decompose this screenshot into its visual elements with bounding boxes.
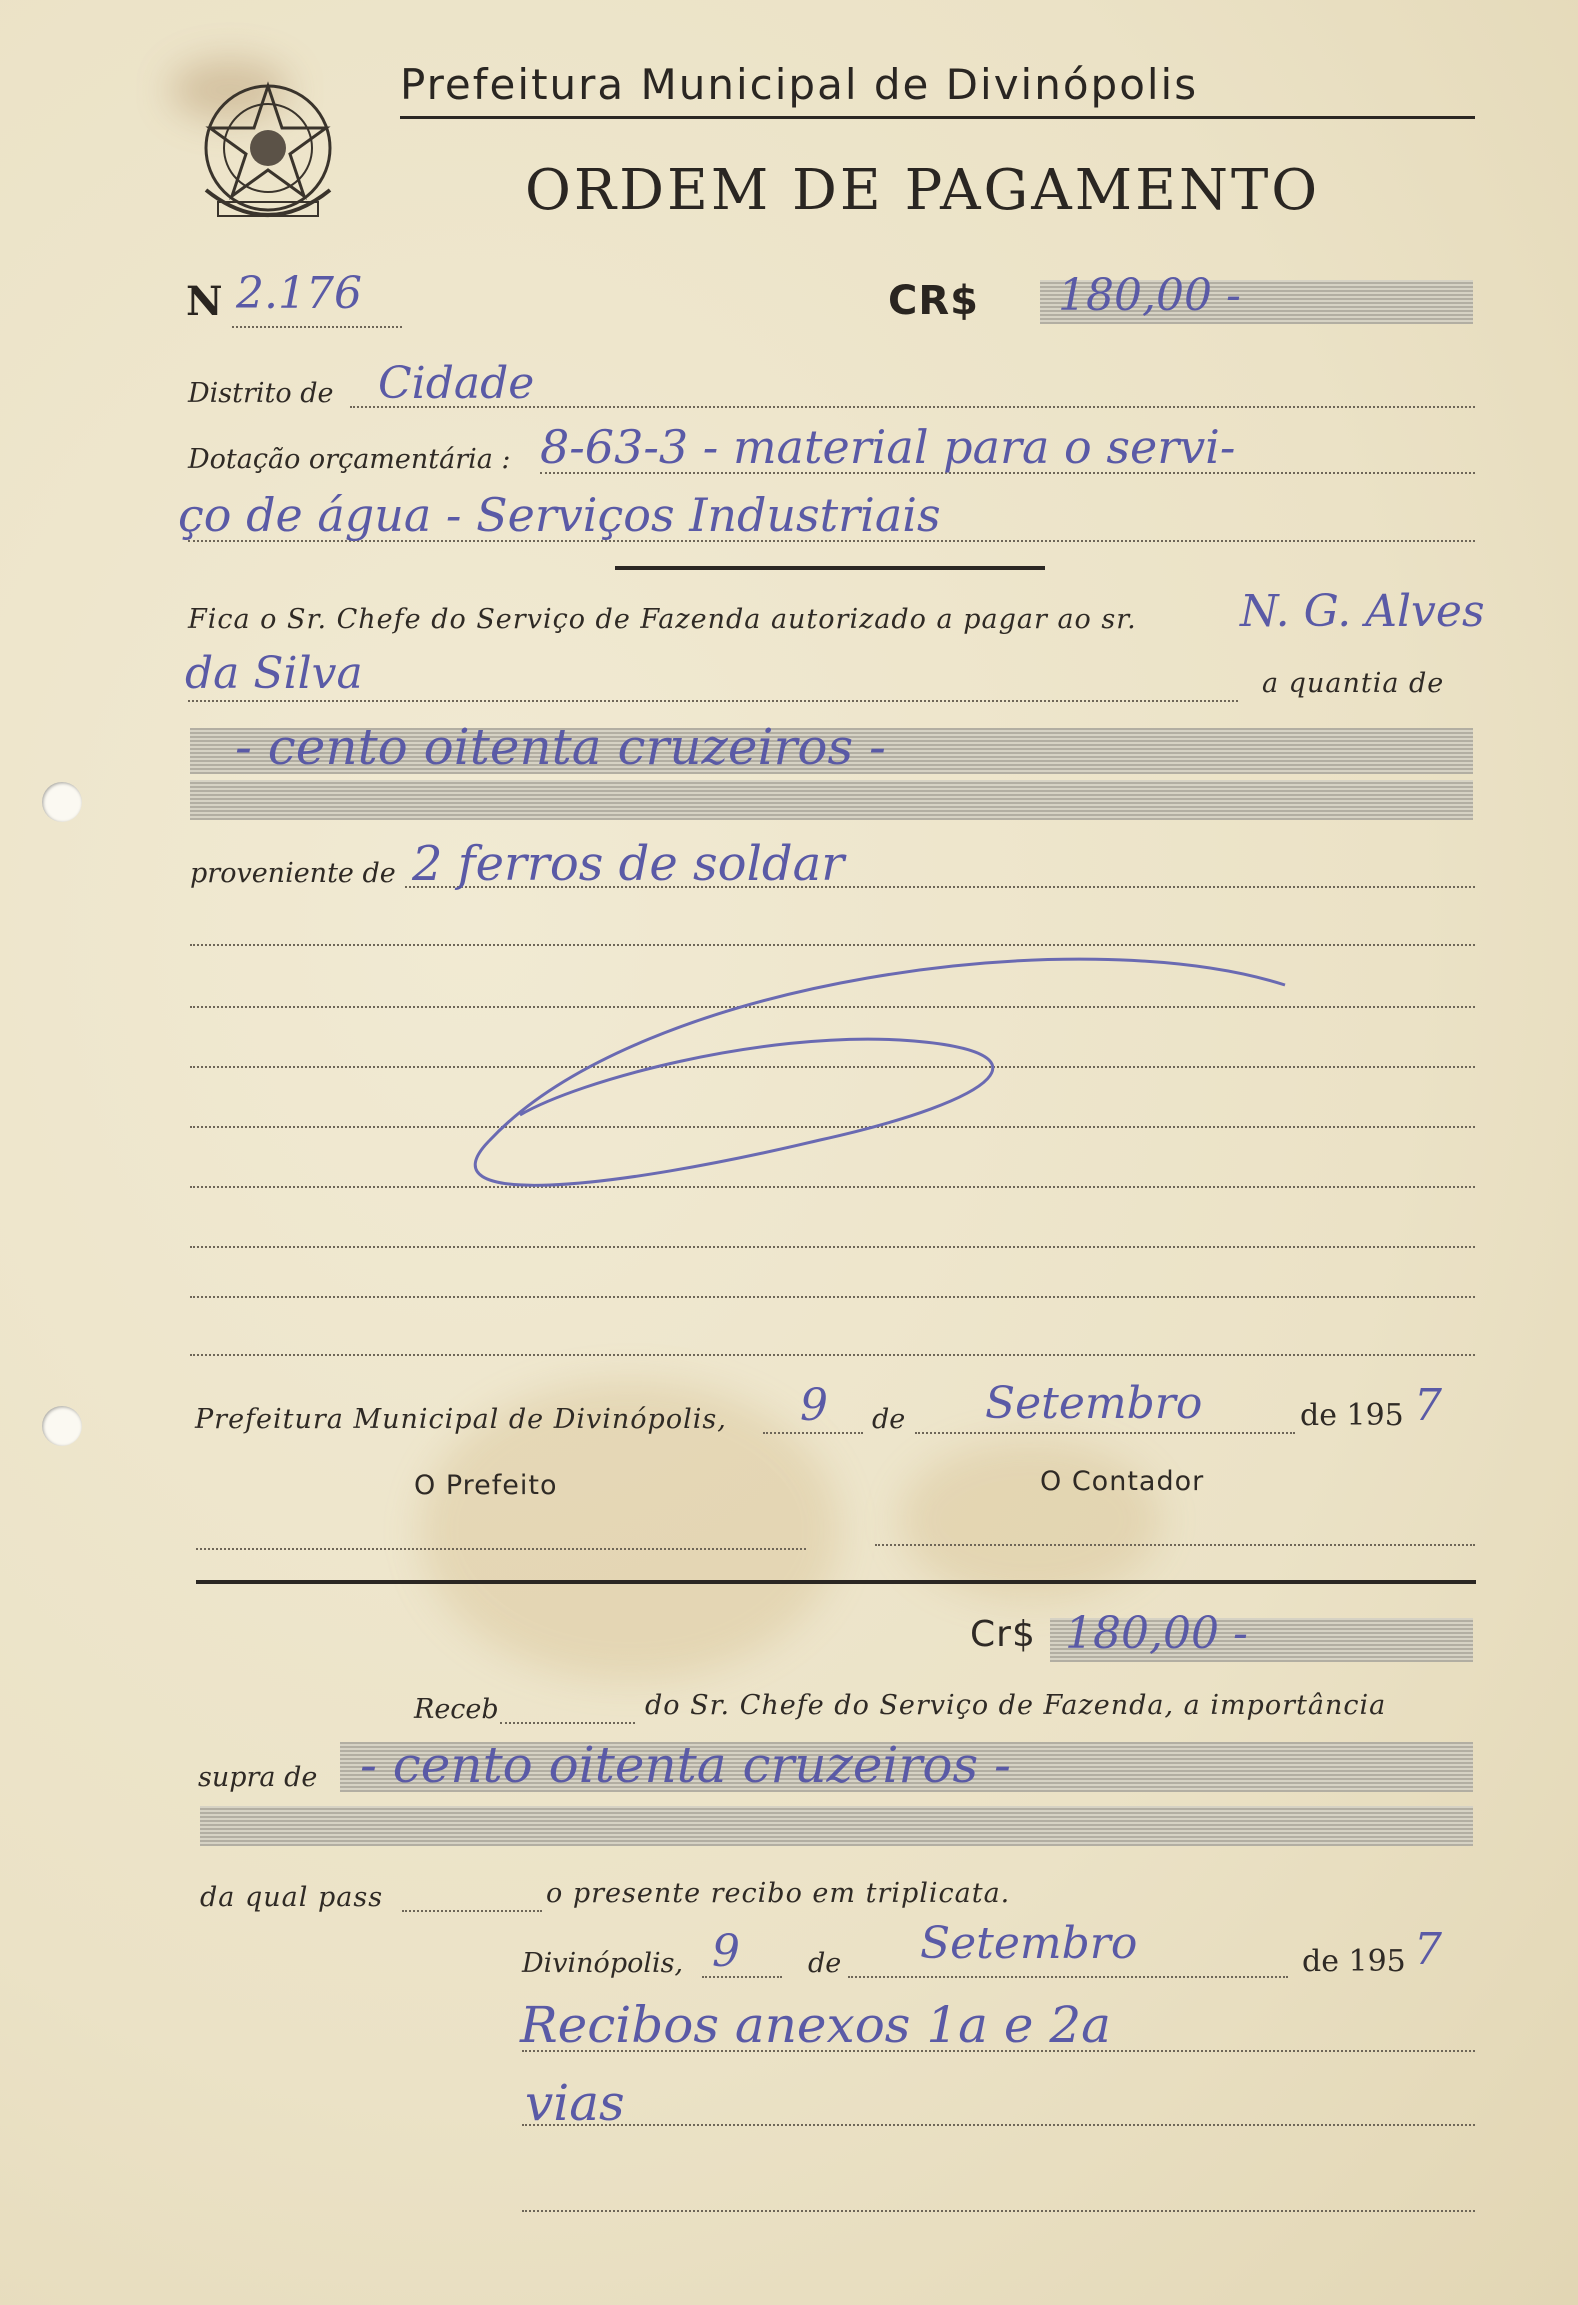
accountant-signature-line	[875, 1544, 1475, 1546]
received-prefix: Receb	[414, 1694, 499, 1725]
stain	[900, 1440, 1160, 1600]
payee-line1: N. G. Alves	[1240, 586, 1485, 637]
budget-value-line2: ço de água - Serviços Industriais	[178, 488, 941, 542]
punch-hole	[42, 782, 82, 822]
supra-shaded-field-2	[200, 1806, 1473, 1846]
budget-value-line1: 8-63-3 - material para o servi-	[540, 420, 1236, 474]
received-rest: do Sr. Chefe do Serviço de Fazenda, a importância	[645, 1690, 1387, 1721]
cancellation-scribble	[380, 940, 1300, 1200]
amount-label: CR$	[888, 278, 979, 324]
receipt-de: de	[808, 1948, 842, 1979]
mayor-signature-line	[196, 1548, 806, 1550]
note-dotline	[522, 2210, 1475, 2212]
municipality-header: Prefeitura Municipal de Divinópolis	[400, 60, 1199, 109]
receipt-month: Setembro	[920, 1918, 1138, 1969]
receipt-divider	[196, 1580, 1476, 1584]
supra-label: supra de	[198, 1762, 318, 1793]
sum-in-words: - cento oitenta cruzeiros -	[235, 718, 886, 776]
receipt-year-digit: 7	[1414, 1924, 1442, 1975]
signature-year-digit: 7	[1414, 1380, 1442, 1431]
sum-label: a quantia de	[1262, 668, 1445, 699]
receipt-year-prefix: de 195	[1302, 1944, 1406, 1979]
signature-year-prefix: de 195	[1300, 1398, 1404, 1433]
number-dotline	[232, 326, 402, 328]
authorization-text: Fica o Sr. Chefe do Serviço de Fazenda autorizado a pagar ao sr.	[188, 604, 1137, 635]
document-title: ORDEM DE PAGAMENTO	[525, 158, 1321, 223]
blank-line	[190, 1354, 1475, 1356]
punch-hole	[42, 1406, 82, 1446]
receipt-city: Divinópolis,	[522, 1948, 684, 1979]
signature-de: de	[872, 1404, 906, 1435]
order-number: 2.176	[236, 268, 362, 319]
receipt-amount-label: Cr$	[970, 1614, 1036, 1655]
receipt-note-line1: Recibos anexos 1a e 2a	[520, 1996, 1111, 2054]
amount-value: 180,00 -	[1058, 270, 1241, 321]
received-dotline	[500, 1722, 635, 1724]
sum-shaded-field-2	[190, 780, 1473, 820]
section-rule	[615, 566, 1045, 570]
payee-dotline	[188, 700, 1238, 702]
signature-month: Setembro	[985, 1378, 1203, 1429]
receipt-note-line2: vias	[525, 2074, 625, 2132]
district-value: Cidade	[378, 358, 535, 409]
day-dotline	[763, 1432, 863, 1434]
receipt-day: 9	[712, 1926, 740, 1977]
supra-value: - cento oitenta cruzeiros -	[360, 1736, 1011, 1794]
receipt-amount-value: 180,00 -	[1065, 1608, 1248, 1659]
district-label: Distrito de	[188, 378, 334, 409]
pass-label: da qual pass	[200, 1882, 384, 1913]
mayor-label: O Prefeito	[414, 1470, 558, 1501]
budget-label: Dotação orçamentária :	[188, 444, 511, 475]
signature-day: 9	[800, 1380, 828, 1431]
receipt-text: o presente recibo em triplicata.	[546, 1878, 1011, 1909]
pass-dotline	[402, 1910, 542, 1912]
accountant-label: O Contador	[1040, 1466, 1205, 1497]
note-dotline	[522, 2124, 1475, 2126]
month-dotline	[915, 1432, 1295, 1434]
origin-label: proveniente de	[190, 858, 396, 889]
coat-of-arms-seal	[188, 70, 348, 240]
number-prefix: N	[186, 278, 223, 325]
blank-line	[190, 1296, 1475, 1298]
origin-value: 2 ferros de soldar	[412, 836, 845, 892]
place-date-prefix: Prefeitura Municipal de Divinópolis,	[195, 1404, 727, 1435]
blank-line	[190, 1246, 1475, 1248]
receipt-month-dotline	[848, 1976, 1288, 1978]
payee-line2: da Silva	[185, 648, 363, 699]
header-rule	[400, 116, 1475, 119]
